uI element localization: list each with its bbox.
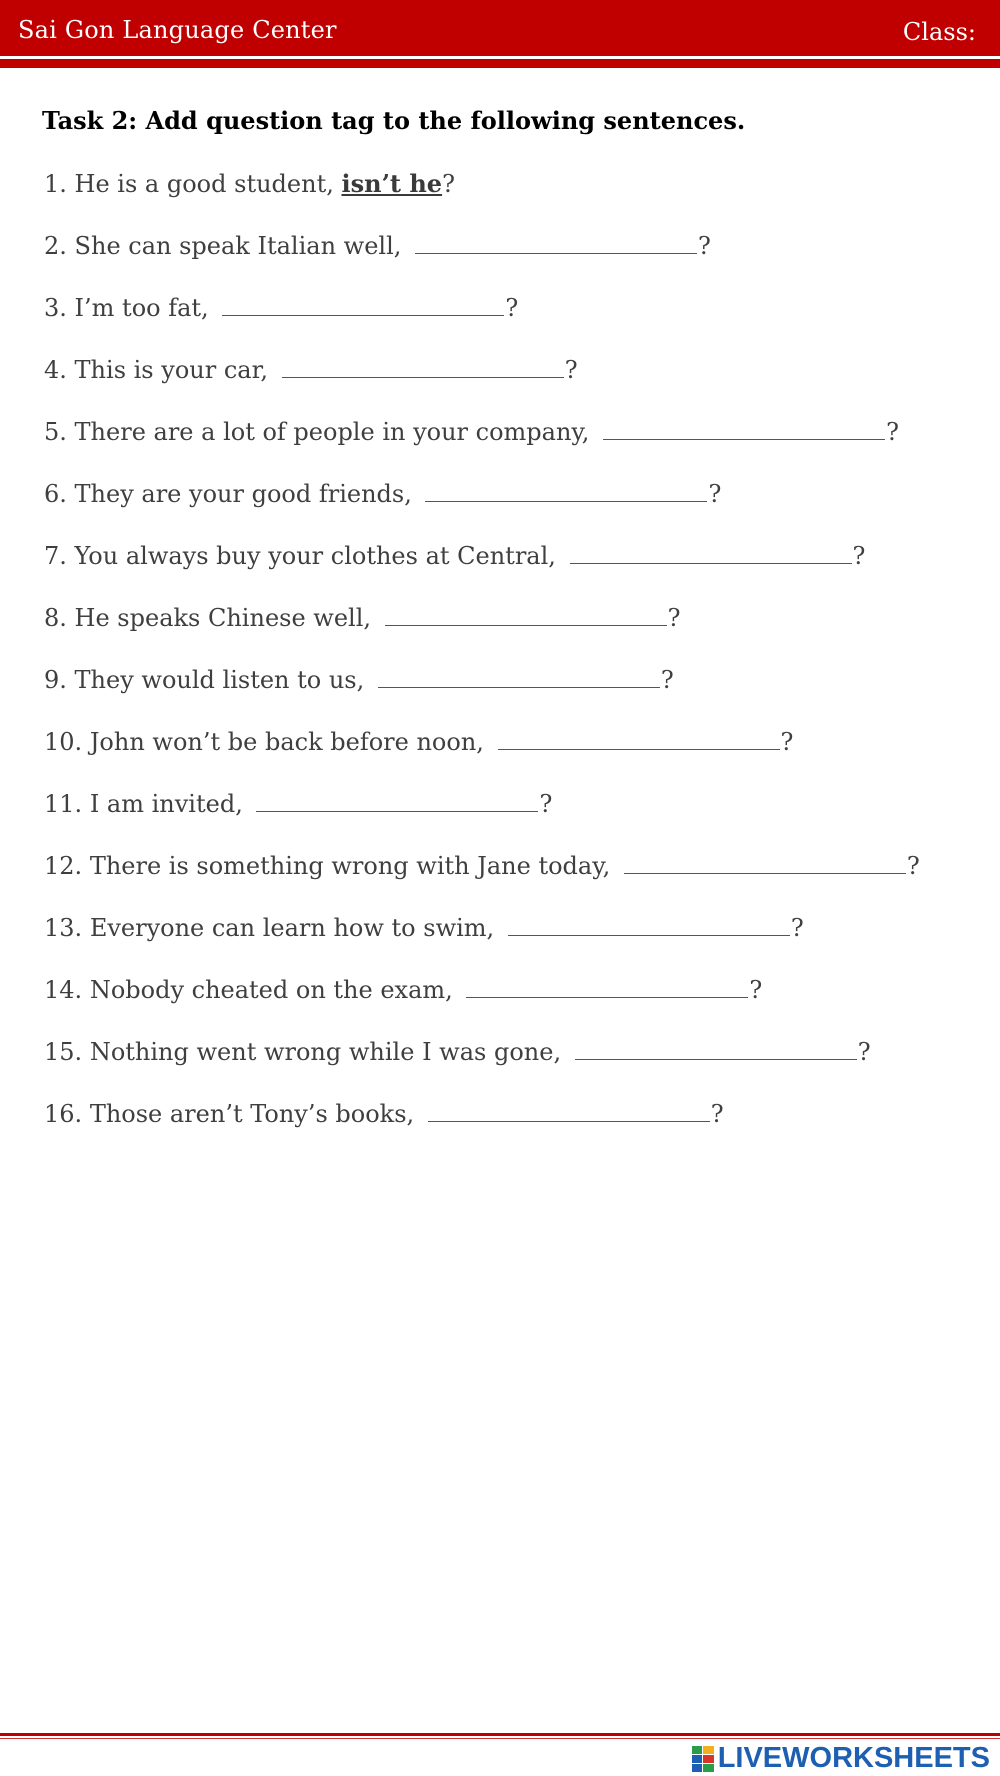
question-number: 3. bbox=[44, 294, 67, 322]
question-number: 11. bbox=[44, 790, 83, 818]
question-mark: ? bbox=[906, 852, 920, 880]
question-stem: Nothing went wrong while I was gone, bbox=[89, 1038, 562, 1066]
question-item bbox=[44, 474, 920, 536]
question-item bbox=[44, 1032, 920, 1094]
question-mark: ? bbox=[790, 914, 804, 942]
question-number: 2. bbox=[44, 232, 67, 260]
question-stem: He speaks Chinese well, bbox=[74, 604, 372, 632]
answer-blank[interactable] bbox=[575, 1033, 857, 1060]
answer-blank[interactable] bbox=[378, 661, 660, 688]
answer-blank[interactable] bbox=[428, 1095, 710, 1122]
question-mark: ? bbox=[667, 604, 681, 632]
liveworksheets-wordmark: LIVEWORKSHEETS bbox=[717, 1742, 990, 1774]
question-item bbox=[44, 350, 920, 412]
question-stem: You always buy your clothes at Central, bbox=[74, 542, 556, 570]
question-item bbox=[44, 536, 920, 598]
question-item bbox=[44, 226, 920, 288]
answer-blank[interactable] bbox=[624, 847, 906, 874]
question-number: 16. bbox=[44, 1100, 83, 1128]
liveworksheets-brand bbox=[692, 1742, 990, 1775]
question-item bbox=[44, 784, 920, 846]
class-label: Class: bbox=[902, 18, 976, 46]
question-stem: She can speak Italian well, bbox=[74, 232, 402, 260]
answer-blank[interactable] bbox=[415, 227, 697, 254]
question-mark: ? bbox=[698, 232, 711, 260]
answer-blank[interactable] bbox=[282, 351, 564, 378]
question-number: 1. bbox=[44, 170, 67, 198]
question-item bbox=[44, 722, 920, 784]
question-item bbox=[44, 412, 920, 474]
question-stem: There are a lot of people in your company, bbox=[74, 418, 590, 446]
question-mark: ? bbox=[749, 976, 763, 1004]
question-number: 4. bbox=[44, 356, 67, 384]
question-number: 7. bbox=[44, 542, 67, 570]
question-number: 12. bbox=[44, 852, 83, 880]
question-mark: ? bbox=[857, 1038, 871, 1066]
question-mark: ? bbox=[660, 666, 674, 694]
question-number: 10. bbox=[44, 728, 83, 756]
question-number: 13. bbox=[44, 914, 83, 942]
liveworksheets-logo-icon bbox=[692, 1746, 714, 1772]
footer-divider bbox=[0, 1733, 1000, 1736]
question-stem: They would listen to us, bbox=[74, 666, 365, 694]
question-stem: Nobody cheated on the exam, bbox=[89, 976, 453, 1004]
question-mark: ? bbox=[505, 294, 519, 322]
question-stem: He is a good student, bbox=[74, 170, 334, 198]
question-number: 5. bbox=[44, 418, 67, 446]
question-number: 9. bbox=[44, 666, 67, 694]
header-bar bbox=[0, 0, 1000, 56]
question-number: 14. bbox=[44, 976, 83, 1004]
question-mark: ? bbox=[886, 418, 899, 446]
answer-blank[interactable] bbox=[466, 971, 748, 998]
question-mark: ? bbox=[852, 542, 866, 570]
answer-blank[interactable] bbox=[498, 723, 780, 750]
answer-blank[interactable] bbox=[603, 413, 885, 440]
question-item bbox=[44, 908, 920, 970]
question-mark: ? bbox=[780, 728, 794, 756]
answer-blank[interactable] bbox=[570, 537, 852, 564]
question-list bbox=[44, 164, 920, 1156]
question-item bbox=[44, 970, 920, 1032]
answer-blank[interactable] bbox=[425, 475, 707, 502]
school-title: Sai Gon Language Center bbox=[18, 16, 337, 44]
question-stem: This is your car, bbox=[74, 356, 269, 384]
question-stem: I’m too fat, bbox=[74, 294, 209, 322]
question-number: 8. bbox=[44, 604, 67, 632]
question-number: 6. bbox=[44, 480, 67, 508]
question-stem: Those aren’t Tony’s books, bbox=[89, 1100, 415, 1128]
question-mark: ? bbox=[708, 480, 722, 508]
question-item bbox=[44, 846, 920, 908]
answer-blank[interactable] bbox=[222, 289, 504, 316]
question-item bbox=[44, 288, 920, 350]
footer-divider-thin bbox=[0, 1738, 1000, 1739]
question-stem: Everyone can learn how to swim, bbox=[89, 914, 495, 942]
question-mark: ? bbox=[539, 790, 553, 818]
question-mark: ? bbox=[564, 356, 578, 384]
question-stem: John won’t be back before noon, bbox=[89, 728, 484, 756]
answer-blank[interactable] bbox=[385, 599, 667, 626]
header-divider bbox=[0, 59, 1000, 68]
question-mark: ? bbox=[442, 170, 455, 198]
question-item bbox=[44, 660, 920, 722]
question-stem: I am invited, bbox=[89, 790, 243, 818]
question-item bbox=[44, 164, 920, 226]
question-answer: isn’t he bbox=[341, 169, 443, 198]
question-item bbox=[44, 598, 920, 660]
question-stem: They are your good friends, bbox=[74, 480, 412, 508]
answer-blank[interactable] bbox=[508, 909, 790, 936]
question-stem: There is something wrong with Jane today, bbox=[89, 852, 611, 880]
answer-blank[interactable] bbox=[256, 785, 538, 812]
question-item bbox=[44, 1094, 920, 1156]
task-heading: Task 2: Add question tag to the following sentences. bbox=[42, 106, 746, 135]
question-mark: ? bbox=[710, 1100, 724, 1128]
question-number: 15. bbox=[44, 1038, 83, 1066]
